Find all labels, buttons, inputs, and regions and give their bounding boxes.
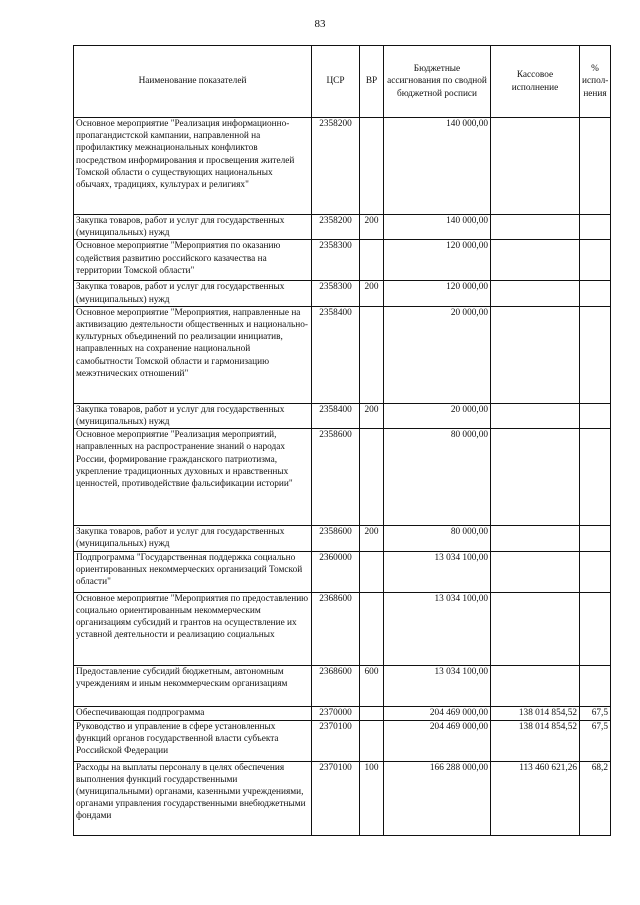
row-csr: 2358300 (312, 281, 360, 306)
row-vr (360, 240, 384, 281)
row-csr: 2368600 (312, 592, 360, 665)
row-name: Подпрограмма "Государственная поддержка социально ориентированных некоммерческих организаций Томской области" (74, 551, 312, 592)
row-fact (491, 592, 580, 665)
table-row (74, 306, 611, 403)
page-number: 83 (314, 18, 326, 30)
row-fact (491, 215, 580, 240)
row-fact (491, 306, 580, 403)
row-fact (491, 665, 580, 706)
row-name: Закупка товаров, работ и услуг для государственных (муниципальных) нужд (74, 403, 312, 428)
row-fact: 113 460 621,26 (491, 761, 580, 835)
row-csr: 2358600 (312, 429, 360, 526)
table-row (74, 240, 611, 281)
table-row (74, 706, 611, 720)
row-vr (360, 706, 384, 720)
row-plan: 120 000,00 (384, 281, 491, 306)
row-plan: 120 000,00 (384, 240, 491, 281)
row-plan: 80 000,00 (384, 429, 491, 526)
table-row (74, 665, 611, 706)
row-vr (360, 592, 384, 665)
row-vr (360, 720, 384, 761)
table-row (74, 551, 611, 592)
row-csr: 2370100 (312, 720, 360, 761)
row-vr (360, 429, 384, 526)
table-row (74, 118, 611, 215)
row-fact (491, 551, 580, 592)
header-pct: % испол-нения (580, 46, 611, 118)
row-vr: 100 (360, 761, 384, 835)
row-fact (491, 281, 580, 306)
row-name: Основное мероприятие "Мероприятия по оказанию содействия развитию российского казачества на территории Томской области" (74, 240, 312, 281)
row-name: Обеспечивающая подпрограмма (74, 706, 312, 720)
row-fact (491, 118, 580, 215)
row-plan: 80 000,00 (384, 526, 491, 551)
row-pct (580, 592, 611, 665)
row-vr: 200 (360, 403, 384, 428)
row-pct (580, 551, 611, 592)
row-vr (360, 118, 384, 215)
row-plan: 204 469 000,00 (384, 706, 491, 720)
row-vr: 600 (360, 665, 384, 706)
row-vr: 200 (360, 281, 384, 306)
row-fact (491, 240, 580, 281)
row-pct (580, 526, 611, 551)
row-name: Основное мероприятие "Мероприятия по предоставлению социально ориентированным некоммерческим организациям субсидий и грантов на осуществление их уставной деятельности и реализацию социальных (74, 592, 312, 665)
row-fact (491, 429, 580, 526)
row-plan: 166 288 000,00 (384, 761, 491, 835)
table-row (74, 720, 611, 761)
row-fact (491, 526, 580, 551)
row-plan: 13 034 100,00 (384, 551, 491, 592)
row-csr: 2370100 (312, 761, 360, 835)
row-name: Основное мероприятие "Реализация мероприятий, направленных на распространение знаний о народах России, формирование гражданского патриотизма, укрепление традиционных духовных и нравственных ценностей, противодействие фальсификации истории" (74, 429, 312, 526)
row-fact: 138 014 854,52 (491, 720, 580, 761)
table-header-row (74, 46, 611, 118)
row-csr: 2358300 (312, 240, 360, 281)
header-plan: Бюджетные ассигнования по сводной бюджетной росписи (384, 46, 491, 118)
budget-execution-table (73, 45, 611, 836)
header-name: Наименование показателей (74, 46, 312, 118)
row-pct (580, 240, 611, 281)
row-pct (580, 306, 611, 403)
row-vr (360, 306, 384, 403)
row-csr: 2358400 (312, 306, 360, 403)
row-csr: 2358200 (312, 215, 360, 240)
row-name: Основное мероприятие "Реализация информационно-пропагандистской кампании, направленной на профилактику межнациональных конфликтов посредством информирования и просвещения жителей Томской области о существующих национальных обычаях, традициях, культурах и религиях" (74, 118, 312, 215)
row-name: Закупка товаров, работ и услуг для государственных (муниципальных) нужд (74, 281, 312, 306)
row-plan: 13 034 100,00 (384, 592, 491, 665)
row-pct (580, 215, 611, 240)
row-pct: 67,5 (580, 720, 611, 761)
row-csr: 2358600 (312, 526, 360, 551)
row-vr (360, 551, 384, 592)
header-fact: Кассовое исполнение (491, 46, 580, 118)
table-row (74, 526, 611, 551)
row-vr: 200 (360, 526, 384, 551)
row-pct (580, 281, 611, 306)
table-row (74, 761, 611, 835)
row-csr: 2370000 (312, 706, 360, 720)
row-name: Закупка товаров, работ и услуг для государственных (муниципальных) нужд (74, 215, 312, 240)
row-pct (580, 403, 611, 428)
row-plan: 204 469 000,00 (384, 720, 491, 761)
row-pct (580, 665, 611, 706)
row-name: Руководство и управление в сфере установленных функций органов государственной власти субъекта Российской Федерации (74, 720, 312, 761)
row-name: Основное мероприятие "Мероприятия, направленные на активизацию деятельности общественных и национально-культурных объединений по реализации инициатив, направленных на сохранение национальной самобытности Томской области и гармонизацию межэтнических отношений" (74, 306, 312, 403)
row-pct: 68,2 (580, 761, 611, 835)
row-name: Закупка товаров, работ и услуг для государственных (муниципальных) нужд (74, 526, 312, 551)
row-fact (491, 403, 580, 428)
row-pct (580, 429, 611, 526)
row-plan: 13 034 100,00 (384, 665, 491, 706)
table-row (74, 281, 611, 306)
header-vr: ВР (360, 46, 384, 118)
row-csr: 2358200 (312, 118, 360, 215)
row-vr: 200 (360, 215, 384, 240)
row-csr: 2368600 (312, 665, 360, 706)
row-name: Предоставление субсидий бюджетным, автономным учреждениям и иным некоммерческим организациям (74, 665, 312, 706)
row-plan: 140 000,00 (384, 215, 491, 240)
row-pct (580, 118, 611, 215)
table-row (74, 215, 611, 240)
table-row (74, 403, 611, 428)
row-plan: 20 000,00 (384, 403, 491, 428)
row-csr: 2360000 (312, 551, 360, 592)
row-csr: 2358400 (312, 403, 360, 428)
header-csr: ЦСР (312, 46, 360, 118)
row-plan: 20 000,00 (384, 306, 491, 403)
table-row (74, 429, 611, 526)
row-name: Расходы на выплаты персоналу в целях обеспечения выполнения функций государственными (муниципальными) органами, казенными учреждениями, органами управления государственными внебюджетными фондами (74, 761, 312, 835)
row-fact: 138 014 854,52 (491, 706, 580, 720)
row-plan: 140 000,00 (384, 118, 491, 215)
table-row (74, 592, 611, 665)
row-pct: 67,5 (580, 706, 611, 720)
